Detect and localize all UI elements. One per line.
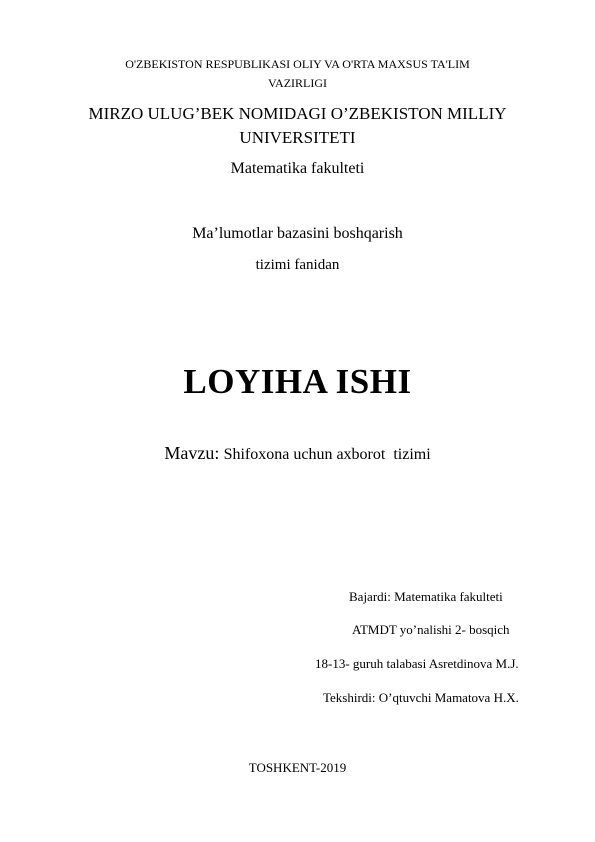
topic-label: Mavzu: [164,443,220,463]
author-info-line4: Tekshirdi: O’qtuvchi Mamatova H.X. [323,690,519,705]
university-name-line2: UNIVERSITETI [239,128,356,147]
author-info-line3: 18-13- guruh talabasi Asretdinova M.J. [315,656,519,671]
subject-line2: tizimi fanidan [255,257,340,273]
topic-line [0,443,595,464]
faculty-name: Matematika fakulteti [230,160,365,177]
author-info-line1: Bajardi: Matematika fakulteti [349,589,503,604]
subject-line1: Ma’lumotlar bazasini boshqarish [192,225,403,242]
university-name-line1: MIRZO ULUG’BEK NOMIDAGI O’ZBEKISTON MILLIY [88,104,507,123]
document-title: LOYIHA ISHI [183,362,412,401]
topic-value: Shifoxona uchun axborot tizimi [223,446,431,463]
place-year: TOSHKENT-2019 [248,760,347,775]
ministry-name-line2: VAZIRLIGI [267,76,328,90]
author-info-line2: ATMDT yo’nalishi 2- bosqich [352,622,510,637]
ministry-name-line1: O'ZBEKISTON RESPUBLIKASI OLIY VA O'RTA MAXSUS TA'LIM [125,57,470,71]
